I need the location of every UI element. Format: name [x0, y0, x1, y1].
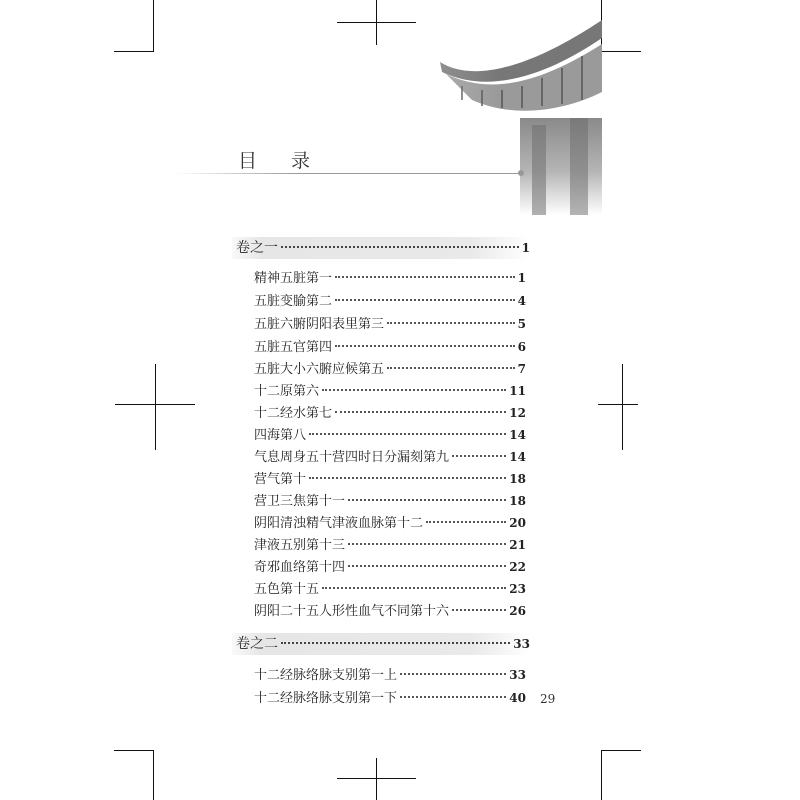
toc-page-number: 22 [509, 560, 526, 574]
toc-entry[interactable] [254, 468, 526, 490]
page-title: 目 录 [238, 150, 325, 172]
toc-entry[interactable] [254, 664, 526, 686]
toc-entry[interactable] [254, 556, 526, 578]
crop-mark [155, 364, 156, 450]
toc-page-number: 33 [513, 637, 530, 651]
toc-page-number: 6 [517, 340, 526, 354]
toc-page-number: 18 [509, 494, 526, 508]
dot-leader [452, 609, 506, 611]
toc-page-number: 11 [509, 384, 526, 398]
toc-entry[interactable] [254, 267, 526, 289]
dot-leader [348, 543, 506, 545]
dot-leader [335, 411, 506, 413]
crop-mark [601, 51, 641, 52]
temple-roof-illustration [432, 0, 602, 215]
toc-entry[interactable] [254, 490, 526, 512]
toc-entry-label: 五色第十五 [254, 582, 320, 597]
crop-mark [337, 778, 416, 779]
toc-page-number: 4 [517, 294, 526, 308]
dot-leader [400, 696, 506, 698]
toc-entry[interactable] [254, 380, 526, 402]
dot-leader [348, 565, 506, 567]
toc-entry[interactable] [254, 446, 526, 468]
dot-leader [335, 345, 515, 347]
crop-mark [114, 51, 154, 52]
dot-leader [452, 455, 506, 457]
crop-mark [598, 404, 638, 405]
toc-page-number: 7 [517, 362, 526, 376]
toc-entry-label: 十二经脉络脉支别第一下 [254, 691, 398, 706]
toc-entry-label: 津液五别第十三 [254, 538, 346, 553]
toc-volume-label: 卷之一 [236, 240, 278, 256]
toc-page-number: 14 [509, 428, 526, 442]
dot-leader [309, 433, 506, 435]
toc-entry-label: 气息周身五十营四时日分漏刻第九 [254, 450, 450, 465]
toc-page-number: 1 [517, 271, 526, 285]
dot-leader [281, 642, 510, 644]
toc-entry-label: 十二经水第七 [254, 406, 333, 421]
toc-entry-label: 营卫三焦第十一 [254, 494, 346, 509]
toc-page-number: 20 [509, 516, 526, 530]
toc-page-number: 40 [509, 691, 526, 705]
toc-entry[interactable] [254, 336, 526, 358]
toc-volume-row[interactable] [232, 633, 530, 655]
crop-mark [337, 22, 416, 23]
toc-entry-label: 五脏五官第四 [254, 340, 333, 355]
toc-page-number: 12 [509, 406, 526, 420]
toc-entry-label: 营气第十 [254, 472, 307, 487]
crop-mark [153, 750, 154, 800]
crop-mark [153, 0, 154, 52]
toc-entry-label: 阴阳二十五人形性血气不同第十六 [254, 604, 450, 619]
toc-page-number: 23 [509, 582, 526, 596]
dot-leader [322, 389, 506, 391]
toc-entry[interactable] [254, 578, 526, 600]
toc-entry-label: 阴阳清浊精气津液血脉第十二 [254, 516, 424, 531]
dot-leader [387, 322, 515, 324]
toc-entry-label: 四海第八 [254, 428, 307, 443]
toc-page-number: 26 [509, 604, 526, 618]
title-divider-dot [518, 170, 524, 176]
toc-page-number: 18 [509, 472, 526, 486]
toc-entry[interactable] [254, 358, 526, 380]
toc-entry[interactable] [254, 600, 526, 622]
toc-page-number: 1 [521, 241, 530, 255]
toc-entry-label: 五脏大小六腑应候第五 [254, 362, 385, 377]
toc-entry-label: 五脏六腑阴阳表里第三 [254, 317, 385, 332]
toc-entry[interactable] [254, 534, 526, 556]
toc-entry[interactable] [254, 687, 526, 709]
title-divider [175, 173, 520, 174]
dot-leader [335, 276, 515, 278]
toc-entry[interactable] [254, 512, 526, 534]
toc-entry-label: 十二经脉络脉支别第一上 [254, 668, 398, 683]
crop-mark [115, 404, 195, 405]
toc-entry-label: 五脏变腧第二 [254, 294, 333, 309]
crop-mark [376, 758, 377, 800]
crop-mark [114, 750, 154, 751]
toc-entry[interactable] [254, 424, 526, 446]
crop-mark [601, 750, 641, 751]
toc-page-number: 21 [509, 538, 526, 552]
toc-page-number: 33 [509, 668, 526, 682]
dot-leader [387, 367, 515, 369]
toc-entry-label: 奇邪血络第十四 [254, 560, 346, 575]
dot-leader [335, 299, 515, 301]
dot-leader [426, 521, 506, 523]
toc-entry[interactable] [254, 402, 526, 424]
dot-leader [281, 246, 519, 248]
toc-volume-row[interactable] [232, 237, 530, 259]
toc-entry-label: 十二原第六 [254, 384, 320, 399]
toc-volume-label: 卷之二 [236, 636, 278, 652]
dot-leader [348, 499, 506, 501]
toc-page-number: 14 [509, 450, 526, 464]
page-number: 29 [540, 692, 556, 706]
toc-entry-label: 精神五脏第一 [254, 271, 333, 286]
dot-leader [322, 587, 506, 589]
toc-entry[interactable] [254, 290, 526, 312]
dot-leader [400, 673, 506, 675]
crop-mark [601, 750, 602, 800]
toc-page-number: 5 [517, 317, 526, 331]
toc-entry[interactable] [254, 313, 526, 335]
dot-leader [309, 477, 506, 479]
crop-mark [622, 364, 623, 450]
